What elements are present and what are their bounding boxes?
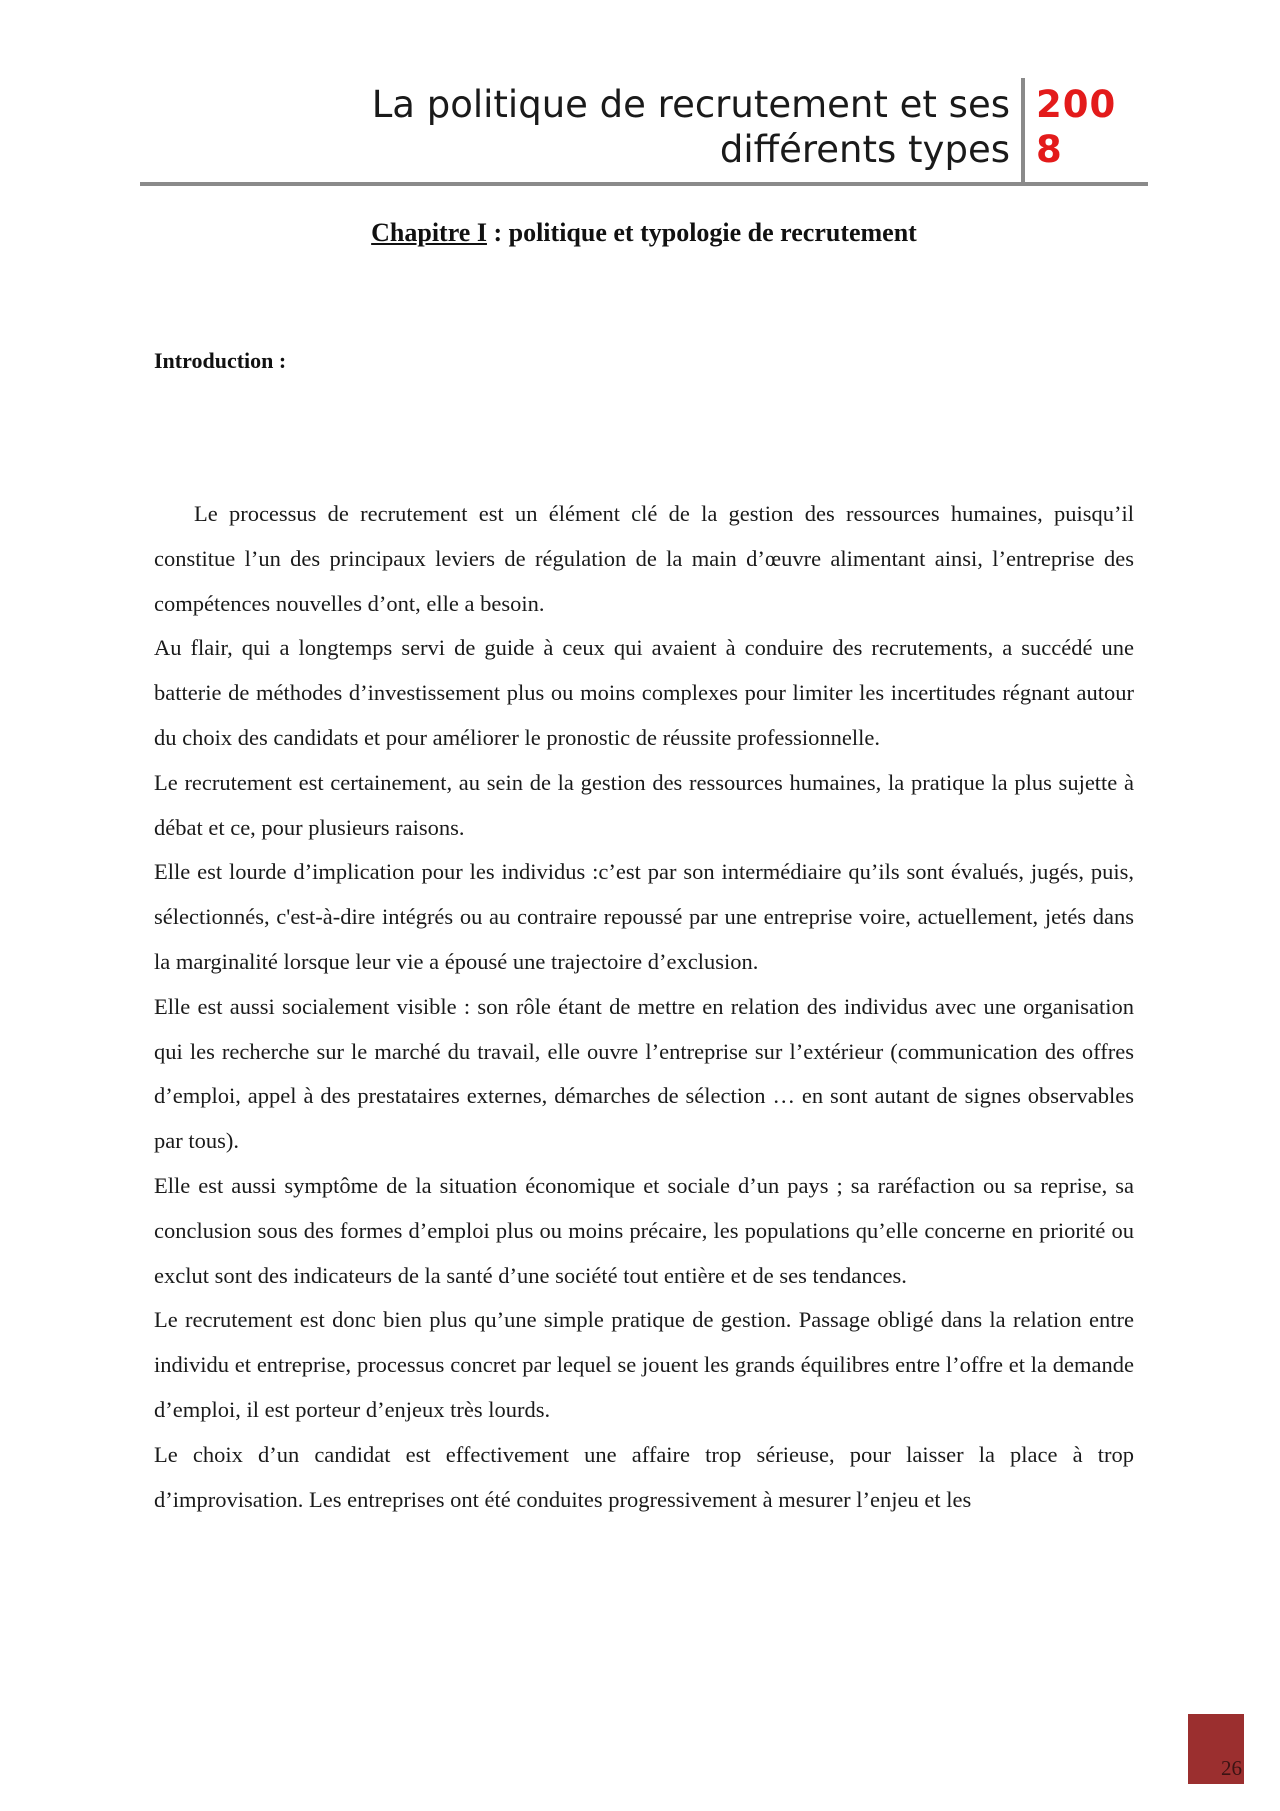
paragraph: Le recrutement est donc bien plus qu’une simple pratique de gestion. Passage obligé dans la relation entre individu et entreprise, processus concret par lequel se jouent les grands équilibres entre l’offre et la demande d’emploi, il est porteur d’enjeux très lourds. — [154, 1307, 1134, 1422]
body-text — [154, 492, 1134, 1522]
chapter-separator: : — [486, 218, 509, 247]
header-horizontal-rule — [140, 182, 1148, 186]
header-year: 2008 — [1036, 83, 1117, 171]
paragraph: Le choix d’un candidat est effectivement une affaire trop sérieuse, pour laisser la place à trop d’improvisation. Les entreprises ont été conduites progressivement à mesurer l’enjeu et les — [154, 1441, 1134, 1512]
header-title-line-1: La politique de recrutement et ses — [371, 83, 1010, 126]
paragraph: Elle est lourde d’implication pour les individus :c’est par son intermédiaire qu’ils sont évalués, jugés, puis, sélectionnés, c'est-à-dire intégrés ou au contraire repoussé par une entreprise voire, actuellement, jetés dans la marginalité lorsque leur vie a épousé une trajectoire d’exclusion. — [154, 859, 1134, 974]
page-number: 26 — [1221, 1756, 1242, 1780]
paragraph: Le recrutement est certainement, au sein de la gestion des ressources humaines, la pratique la plus sujette à débat et ce, pour plusieurs raisons. — [154, 769, 1134, 840]
chapter-subtitle: politique et typologie de recrutement — [508, 218, 917, 247]
paragraph: Elle est aussi symptôme de la situation économique et sociale d’un pays ; sa raréfaction ou sa reprise, sa conclusion sous des formes d’emploi plus ou moins précaire, les populations qu’elle concerne en priorité ou exclut sont des indicateurs de la santé d’une société tout entière et de ses tendances. — [154, 1172, 1134, 1288]
chapter-label: Chapitre I — [371, 218, 487, 247]
header-title-line-2: différents types — [719, 128, 1010, 171]
paragraph: Le processus de recrutement est un élément clé de la gestion des ressources humaines, puisqu’il constitue l’un des principaux leviers de régulation de la main d’œuvre alimentant ainsi, l’entreprise des compétences nouvelles d’ont, elle a besoin. — [154, 501, 1134, 616]
introduction-heading: Introduction : — [154, 348, 287, 373]
running-header-title — [250, 82, 1010, 172]
header-vertical-divider — [1021, 78, 1025, 182]
chapter-title — [140, 218, 1148, 248]
paragraph: Au flair, qui a longtemps servi de guide à ceux qui avaient à conduire des recrutements, a succédé une batterie de méthodes d’investissement plus ou moins complexes pour limiter les incertitudes régnant autour du choix des candidats et pour améliorer le pronostic de réussite professionnelle. — [154, 635, 1134, 750]
paragraph: Elle est aussi socialement visible : son rôle étant de mettre en relation des individus avec une organisation qui les recherche sur le marché du travail, elle ouvre l’entreprise sur l’extérieur (communication des offres d’emploi, appel à des prestataires externes, démarches de sélection … en sont autant de signes observables par tous). — [154, 993, 1134, 1154]
